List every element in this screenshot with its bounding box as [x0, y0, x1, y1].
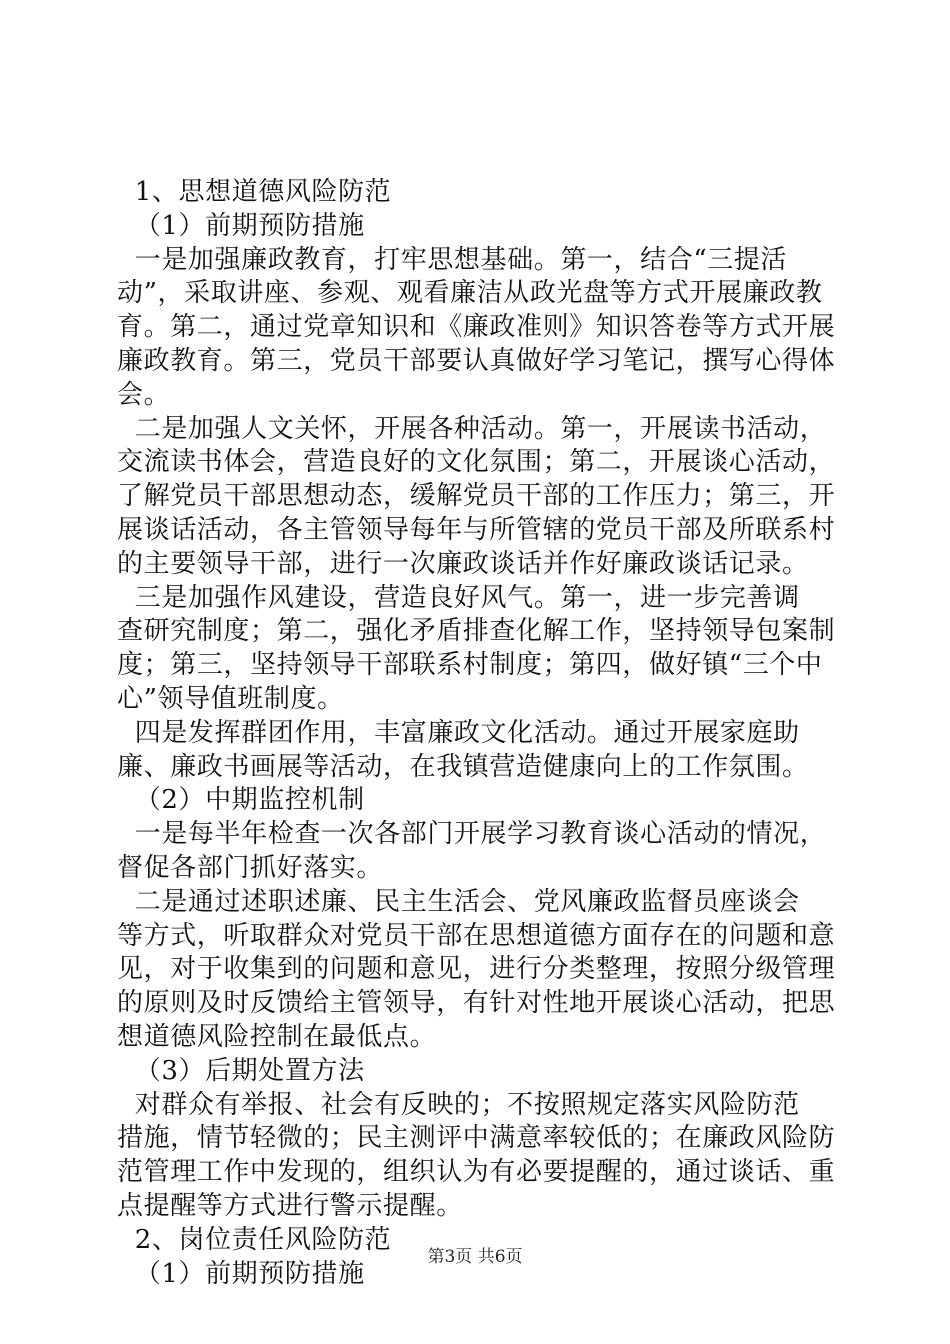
- paragraph-line: 的主要领导干部，进行一次廉政谈话并作好廉政谈话记录。: [117, 548, 809, 579]
- paragraph-line: 廉政教育。第三，党员干部要认真做好学习笔记，撰写心得体: [117, 345, 836, 376]
- paragraph-line: 见，对于收集到的问题和意见，进行分类整理，按照分级管理: [117, 954, 836, 985]
- paragraph-line: 二是通过述职述廉、民主生活会、党风廉政监督员座谈会: [117, 886, 800, 917]
- paragraph-line: 交流读书体会，营造良好的文化氛围；第二，开展谈心活动，: [117, 447, 836, 478]
- paragraph-line: 范管理工作中发现的，组织认为有必要提醒的，通过谈话、重: [117, 1157, 836, 1188]
- paragraph-line: 展谈话活动，各主管领导每年与所管辖的党员干部及所联系村: [117, 514, 836, 545]
- section-heading: 2、岗位责任风险防范: [117, 1224, 392, 1255]
- paragraph-line: 想道德风险控制在最低点。: [117, 1021, 437, 1052]
- paragraph-line: 二是加强人文关怀，开展各种活动。第一，开展读书活动，: [117, 413, 827, 444]
- paragraph-line: 动”，采取讲座、参观、观看廉洁从政光盘等方式开展廉政教: [117, 278, 823, 309]
- paragraph-line: 对群众有举报、社会有反映的；不按照规定落实风险防范: [117, 1089, 800, 1120]
- paragraph-line: 一是每半年检查一次各部门开展学习教育谈心活动的情况，: [117, 819, 827, 850]
- subsection-heading: （1）前期预防措施: [117, 210, 365, 241]
- subsection-heading: （3）后期处置方法: [117, 1055, 365, 1086]
- paragraph-line: 心”领导值班制度。: [117, 683, 344, 714]
- page-number-footer: 第3页 共6页: [427, 1247, 523, 1267]
- paragraph-line: 的原则及时反馈给主管领导，有针对性地开展谈心活动，把思: [117, 988, 836, 1019]
- paragraph-line: 了解党员干部思想动态，缓解党员干部的工作压力；第三，开: [117, 481, 836, 512]
- section-heading: 1、思想道德风险防范: [117, 177, 392, 207]
- paragraph-line: 措施，情节轻微的；民主测评中满意率较低的；在廉政风险防: [117, 1123, 836, 1154]
- paragraph-line: 点提醒等方式进行警示提醒。: [117, 1190, 463, 1221]
- paragraph-line: 育。第二，通过党章知识和《廉政准则》知识答卷等方式开展: [117, 312, 836, 343]
- subsection-heading: （2）中期监控机制: [117, 785, 365, 816]
- paragraph-line: 督促各部门抓好落实。: [117, 852, 384, 883]
- subsection-heading: （1）前期预防措施: [117, 1258, 365, 1289]
- paragraph-line: 查研究制度；第二，强化矛盾排查化解工作，坚持领导包案制: [117, 616, 836, 647]
- paragraph-line: 廉、廉政书画展等活动，在我镇营造健康向上的工作氛围。: [117, 751, 809, 782]
- paragraph-line: 一是加强廉政教育，打牢思想基础。第一，结合“三提活: [117, 244, 788, 275]
- paragraph-line: 等方式，听取群众对党员干部在思想道德方面存在的问题和意: [117, 920, 836, 951]
- paragraph-line: 四是发挥群团作用，丰富廉政文化活动。通过开展家庭助: [117, 717, 800, 748]
- paragraph-line: 三是加强作风建设，营造良好风气。第一，进一步完善调: [117, 582, 800, 613]
- document-body: [117, 176, 837, 1291]
- paragraph-line: 度；第三，坚持领导干部联系村制度；第四，做好镇“三个中: [117, 650, 823, 681]
- paragraph-line: 会。: [117, 379, 171, 410]
